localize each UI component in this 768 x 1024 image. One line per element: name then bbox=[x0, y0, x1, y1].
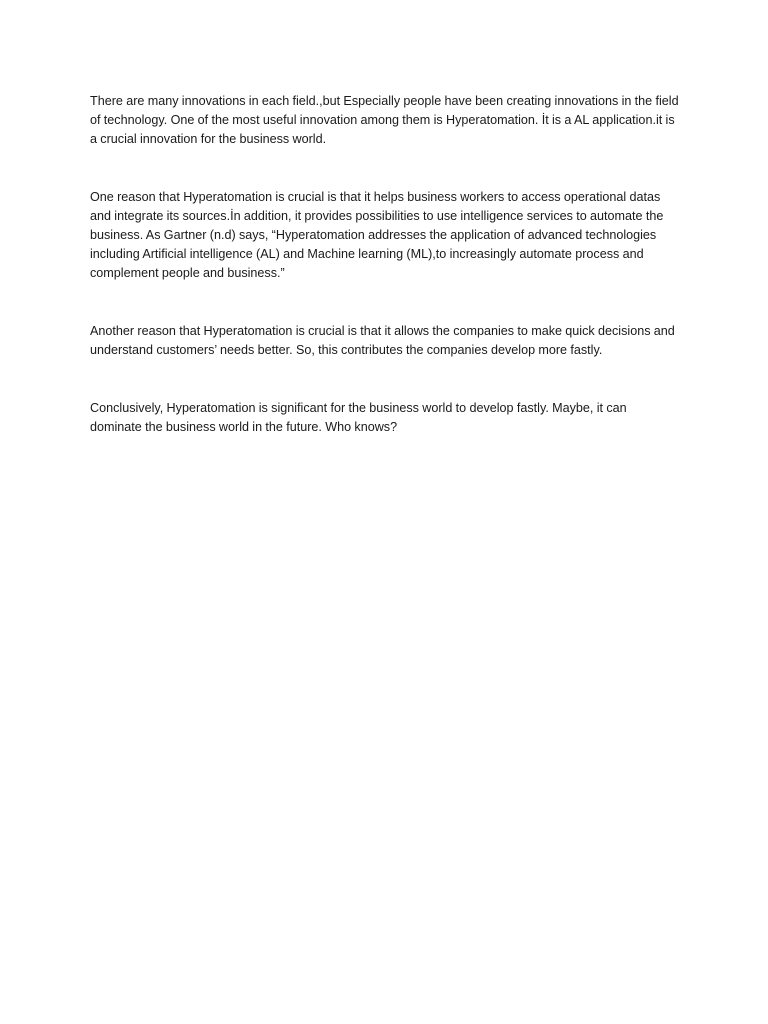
paragraph-conclusion: Conclusively, Hyperatomation is significant for the business world to develop fastly. Maybe, it can dominate the business world in the future. Who knows? bbox=[90, 401, 627, 434]
paragraph-intro: There are many innovations in each field.,but Especially people have been creating innovations in the field of technology. One of the most useful innovation among them is Hyperatomation. İt is a AL application.it is a crucial innovation for the business world. bbox=[90, 94, 679, 146]
paragraph-reason-one: One reason that Hyperatomation is crucial is that it helps business workers to access operational datas and integrate its sources.İn addition, it provides possibilities to use intelligence services to automate the business. As Gartner (n.d) says, “Hyperatomation addresses the application of advanced technologies including Artificial intelligence (AL) and Machine learning (ML),to increasingly automate process and complement people and business.” bbox=[90, 190, 664, 280]
paragraph-reason-two: Another reason that Hyperatomation is crucial is that it allows the companies to make quick decisions and understand customers’ needs better. So, this contributes the companies develop more fastly. bbox=[90, 324, 675, 357]
document-body bbox=[90, 92, 680, 437]
